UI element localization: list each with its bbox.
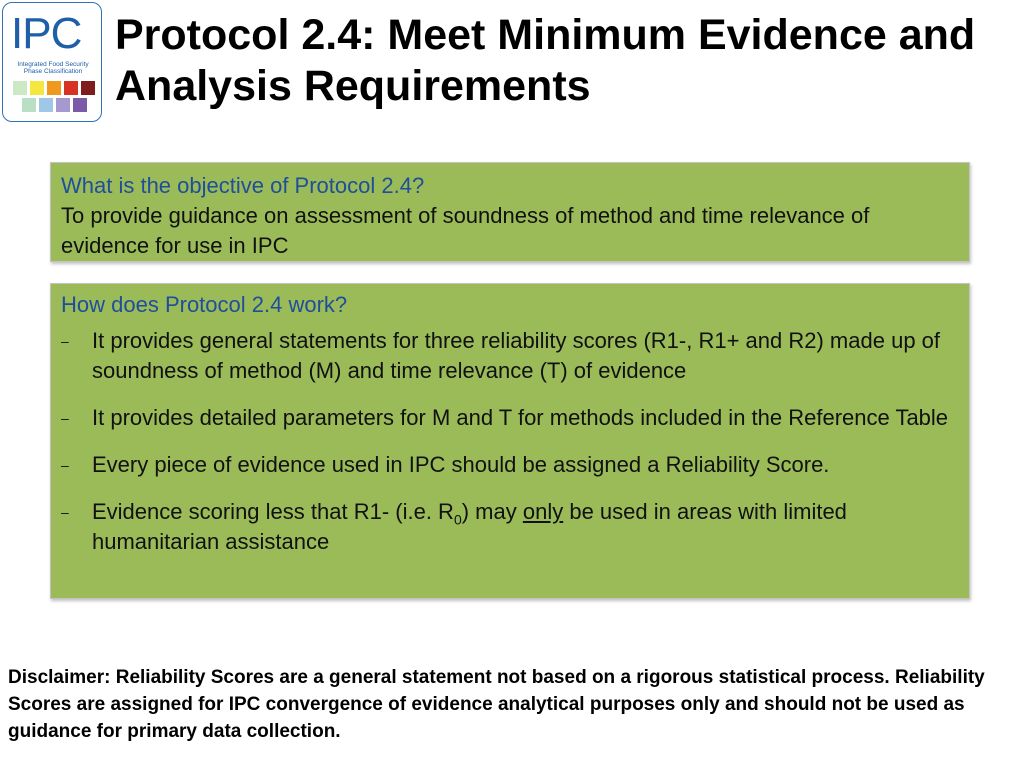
- logo-letters: IPC: [11, 9, 82, 58]
- swatch: [47, 81, 61, 95]
- bullet-text-end: be used in areas with limited humanitarian assistance: [92, 499, 847, 554]
- bullet-text-middle: ) may: [461, 499, 523, 524]
- how-it-works-box: [50, 283, 970, 599]
- subscript-zero: 0: [453, 511, 462, 528]
- slide-title: Protocol 2.4: Meet Minimum Evidence and Analysis Requirements: [115, 11, 976, 110]
- swatch: [56, 98, 70, 112]
- objective-question: What is the objective of Protocol 2.4?: [61, 173, 425, 198]
- swatch: [30, 81, 44, 95]
- bullet-text-start: Evidence scoring less that R1- (i.e. R: [92, 499, 454, 524]
- swatch: [13, 81, 27, 95]
- bullet-text: Every piece of evidence used in IPC should be assigned a Reliability Score.: [92, 452, 830, 477]
- swatch: [64, 81, 78, 95]
- list-item: [61, 497, 959, 557]
- logo-color-swatches: [13, 81, 95, 115]
- swatch-row-top: [13, 81, 95, 95]
- logo-tagline: Integrated Food Security Phase Classification: [17, 61, 89, 75]
- swatch: [39, 98, 53, 112]
- underlined-only: only: [522, 499, 564, 524]
- bullet-text: It provides general statements for three reliability scores (R1-, R1+ and R2) made up of soundness of method (M) and time relevance (T) of evidence: [92, 328, 941, 383]
- swatch: [81, 81, 95, 95]
- swatch: [73, 98, 87, 112]
- bullet-text: It provides detailed parameters for M and T for methods included in the Reference Table: [92, 405, 949, 430]
- bullet-list: [61, 326, 959, 557]
- objective-answer: To provide guidance on assessment of soundness of method and time relevance of evidence for use in IPC: [61, 203, 870, 258]
- bullet-dash: –: [61, 457, 69, 473]
- bullet-dash: –: [61, 504, 69, 520]
- how-it-works-question: How does Protocol 2.4 work?: [61, 292, 348, 317]
- swatch-row-bottom: [13, 98, 95, 112]
- bullet-dash: –: [61, 333, 69, 349]
- swatch: [22, 98, 36, 112]
- list-item: [61, 450, 959, 480]
- disclaimer-text: Disclaimer: Reliability Scores are a general statement not based on a rigorous statistical process. Reliability Scores are assigned for IPC convergence of evidence analytical purposes only and should not be used as guidance for primary data collection.: [8, 667, 985, 742]
- list-item: [61, 326, 959, 386]
- bullet-dash: –: [61, 410, 69, 426]
- list-item: [61, 403, 959, 433]
- objective-box: [50, 162, 970, 262]
- ipc-logo: [2, 2, 102, 122]
